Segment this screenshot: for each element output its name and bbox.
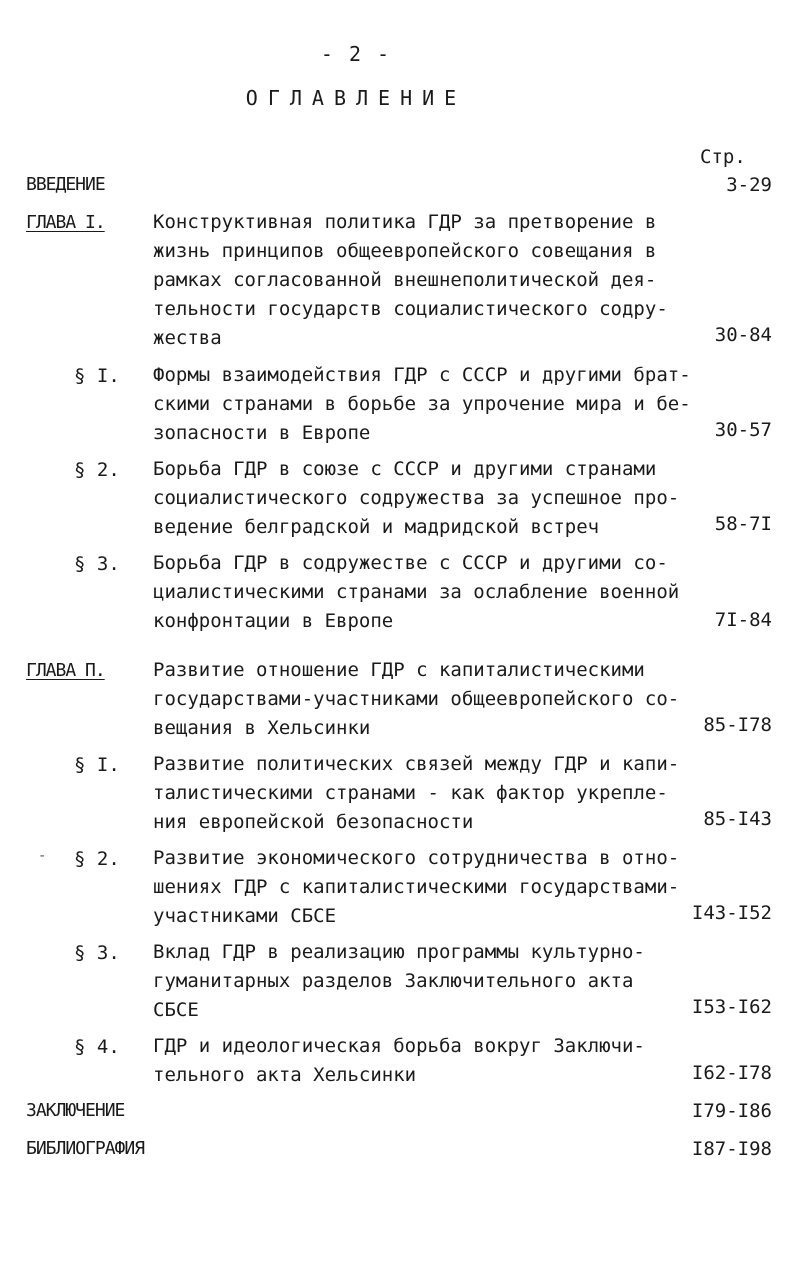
- section-2-4-pages: I62-I78: [691, 1062, 772, 1084]
- section-2-4-number: § 4.: [74, 1036, 120, 1058]
- pages-column-header: Стр.: [700, 146, 746, 168]
- text-line: государствами-участниками общеевропейского со-: [153, 688, 680, 710]
- text-line: рамках согласованной внешнеполитической дея-: [153, 269, 657, 291]
- chapter-1-pages: 30-84: [714, 324, 772, 346]
- section-2-4-title: [153, 1032, 645, 1090]
- chapter-2-label: ГЛАВА П.: [26, 660, 105, 681]
- page-title: ОГЛАВЛЕНИЕ: [245, 86, 467, 110]
- section-1-2-title: [153, 455, 679, 542]
- text-line: Развитие политических связей между ГДР и капи-: [153, 753, 680, 775]
- text-line: тельности государств социалистического содру-: [153, 298, 668, 320]
- section-2-1-title: [153, 750, 679, 837]
- text-line: Борьба ГДР в содружестве с СССР и другими со-: [153, 552, 668, 574]
- text-line: гуманитарных разделов Заключительного акта: [153, 970, 634, 992]
- text-line: Борьба ГДР в союзе с СССР и другими странами: [153, 458, 657, 480]
- section-1-1-title: [153, 361, 691, 448]
- stray-mark: -: [38, 848, 47, 864]
- section-1-2-number: § 2.: [74, 459, 120, 481]
- section-2-3-number: § 3.: [74, 942, 120, 964]
- section-2-3-title: [153, 938, 645, 1025]
- text-line: ния европейской безопасности: [153, 811, 474, 833]
- text-line: Конструктивная политика ГДР за претворение в: [153, 211, 657, 233]
- text-line: ведение белградской и мадридской встреч: [153, 516, 600, 538]
- section-1-3-title: [153, 549, 679, 636]
- chapter-2-title: [153, 656, 679, 743]
- text-line: СБСЕ: [153, 999, 199, 1021]
- section-2-1-pages: 85-I43: [703, 808, 772, 830]
- text-line: Вклад ГДР в реализацию программы культурно-: [153, 941, 645, 963]
- text-line: социалистического содружества за успешное про-: [153, 487, 680, 509]
- text-line: конфронтации в Европе: [153, 610, 394, 632]
- section-2-2-number: § 2.: [74, 848, 120, 870]
- text-line: жизнь принципов общеевропейского совещания в: [153, 240, 657, 262]
- text-line: зопасности в Европе: [153, 422, 371, 444]
- text-line: жества: [153, 327, 222, 349]
- section-1-1-number: § I.: [74, 365, 120, 387]
- text-line: ГДР и идеологическая борьба вокруг Заключи-: [153, 1035, 645, 1057]
- bibliography-pages: I87-I98: [691, 1138, 772, 1160]
- text-line: Развитие отношение ГДР с капиталистическими: [153, 659, 645, 681]
- text-line: тельного акта Хельсинки: [153, 1064, 417, 1086]
- conclusion-label: ЗАКЛЮЧЕНИЕ: [26, 1100, 125, 1121]
- text-line: вещания в Хельсинки: [153, 717, 371, 739]
- chapter-1-label: ГЛАВА I.: [26, 212, 105, 233]
- chapter-1-title: [153, 208, 668, 353]
- section-2-2-pages: I43-I52: [691, 902, 772, 924]
- section-1-3-pages: 7I-84: [714, 609, 772, 631]
- text-line: Формы взаимодействия ГДР с СССР и другими брат-: [153, 364, 691, 386]
- page-number: - 2 -: [320, 42, 392, 66]
- text-line: Развитие экономического сотрудничества в отно-: [153, 847, 680, 869]
- intro-label: ВВЕДЕНИЕ: [26, 174, 105, 195]
- chapter-2-pages: 85-I78: [703, 714, 772, 736]
- bibliography-label: БИБЛИОГРАФИЯ: [26, 1138, 145, 1159]
- section-1-2-pages: 58-7I: [714, 513, 772, 535]
- text-line: шениях ГДР с капиталистическими государствами-: [153, 876, 680, 898]
- conclusion-pages: I79-I86: [691, 1100, 772, 1122]
- intro-pages: 3-29: [726, 174, 772, 196]
- section-2-1-number: § I.: [74, 754, 120, 776]
- text-line: участниками СБСЕ: [153, 905, 337, 927]
- section-1-3-number: § 3.: [74, 553, 120, 575]
- text-line: циалистическими странами за ослабление военной: [153, 581, 680, 603]
- text-line: талистическими странами - как фактор укрепле-: [153, 782, 668, 804]
- text-line: скими странами в борьбе за упрочение мира и бе-: [153, 393, 691, 415]
- section-1-1-pages: 30-57: [714, 419, 772, 441]
- section-2-2-title: [153, 844, 679, 931]
- section-2-3-pages: I53-I62: [691, 996, 772, 1018]
